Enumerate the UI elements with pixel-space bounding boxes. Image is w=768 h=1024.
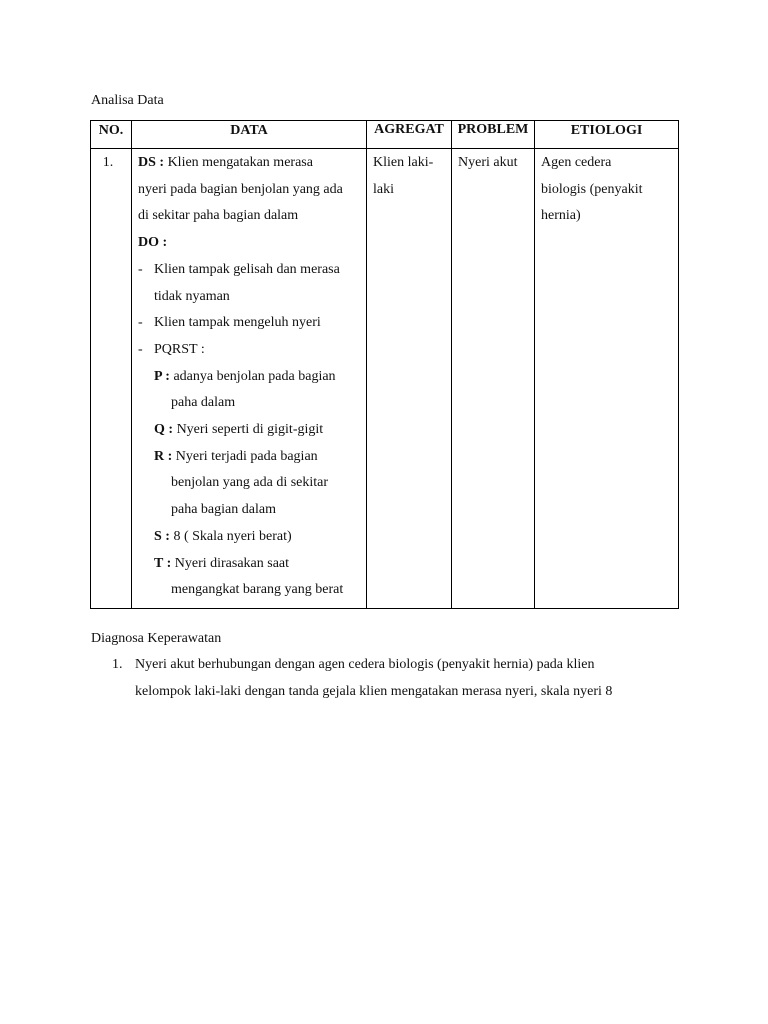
ds-text: di sekitar paha bagian dalam bbox=[138, 208, 299, 224]
do-label: DO : bbox=[138, 235, 168, 251]
header-data: DATA bbox=[132, 121, 367, 149]
analisa-data-table bbox=[90, 120, 679, 609]
ds-text: nyeri pada bagian benjolan yang ada bbox=[138, 181, 343, 197]
do-item: - Klien tampak mengeluh nyeri bbox=[138, 315, 321, 331]
ds-text: Klien mengatakan merasa bbox=[167, 155, 313, 170]
ds-label: DS : bbox=[138, 155, 165, 170]
pqrst-s: S : 8 ( Skala nyeri berat) bbox=[154, 528, 292, 544]
cell-agregat: Klien laki- laki bbox=[367, 149, 452, 609]
pqrst-p: P : adanya benjolan pada bagian bbox=[154, 368, 336, 384]
list-number: 1. bbox=[112, 657, 123, 672]
header-problem: PROBLEM bbox=[452, 121, 535, 149]
header-no: NO. bbox=[91, 121, 132, 149]
do-item: - PQRST : bbox=[138, 341, 205, 357]
cell-data: DS : Klien mengatakan merasa nyeri pada bagian benjolan yang ada di sekitar paha bagian dalam DO : - Klien tampak gelisah dan merasa tidak nyaman - Klien tampak mengeluh nyeri - PQRST : P : adanya benjolan pada bagian paha dalam Q : Nyeri seperti di gigit-gigit R : Nyeri terjadi pada bagian benjolan yang ada di sekitar paha bagian dalam S : 8 ( Skala nyeri berat) T : Nyeri dirasakan saat mengangkat barang yang berat bbox=[132, 149, 367, 609]
header-agregat: AGREGAT bbox=[367, 121, 452, 149]
cell-no: 1. bbox=[91, 149, 132, 609]
table-row bbox=[91, 149, 679, 609]
do-item: - Klien tampak gelisah dan merasa bbox=[138, 261, 340, 277]
diagnosa-keperawatan-title: Diagnosa Keperawatan bbox=[91, 631, 222, 646]
pqrst-r: R : Nyeri terjadi pada bagian bbox=[154, 448, 318, 464]
cell-etiologi: Agen cedera biologis (penyakit hernia) bbox=[535, 149, 679, 609]
pqrst-q: Q : Nyeri seperti di gigit-gigit bbox=[154, 422, 324, 438]
ds-line bbox=[138, 150, 360, 177]
header-etiologi: ETIOLOGI bbox=[535, 121, 679, 149]
cell-problem: Nyeri akut bbox=[452, 149, 535, 609]
list-item: 1. Nyeri akut berhubungan dengan agen cedera biologis (penyakit hernia) pada klien kelompok laki-laki dengan tanda gejala klien mengatakan merasa nyeri, skala nyeri 8 bbox=[112, 652, 672, 705]
table-header-row bbox=[91, 121, 679, 149]
do-item-cont: tidak nyaman bbox=[154, 288, 230, 304]
pqrst-t: T : Nyeri dirasakan saat bbox=[154, 555, 290, 571]
analisa-data-title: Analisa Data bbox=[91, 93, 164, 108]
diagnosa-list bbox=[112, 652, 672, 705]
